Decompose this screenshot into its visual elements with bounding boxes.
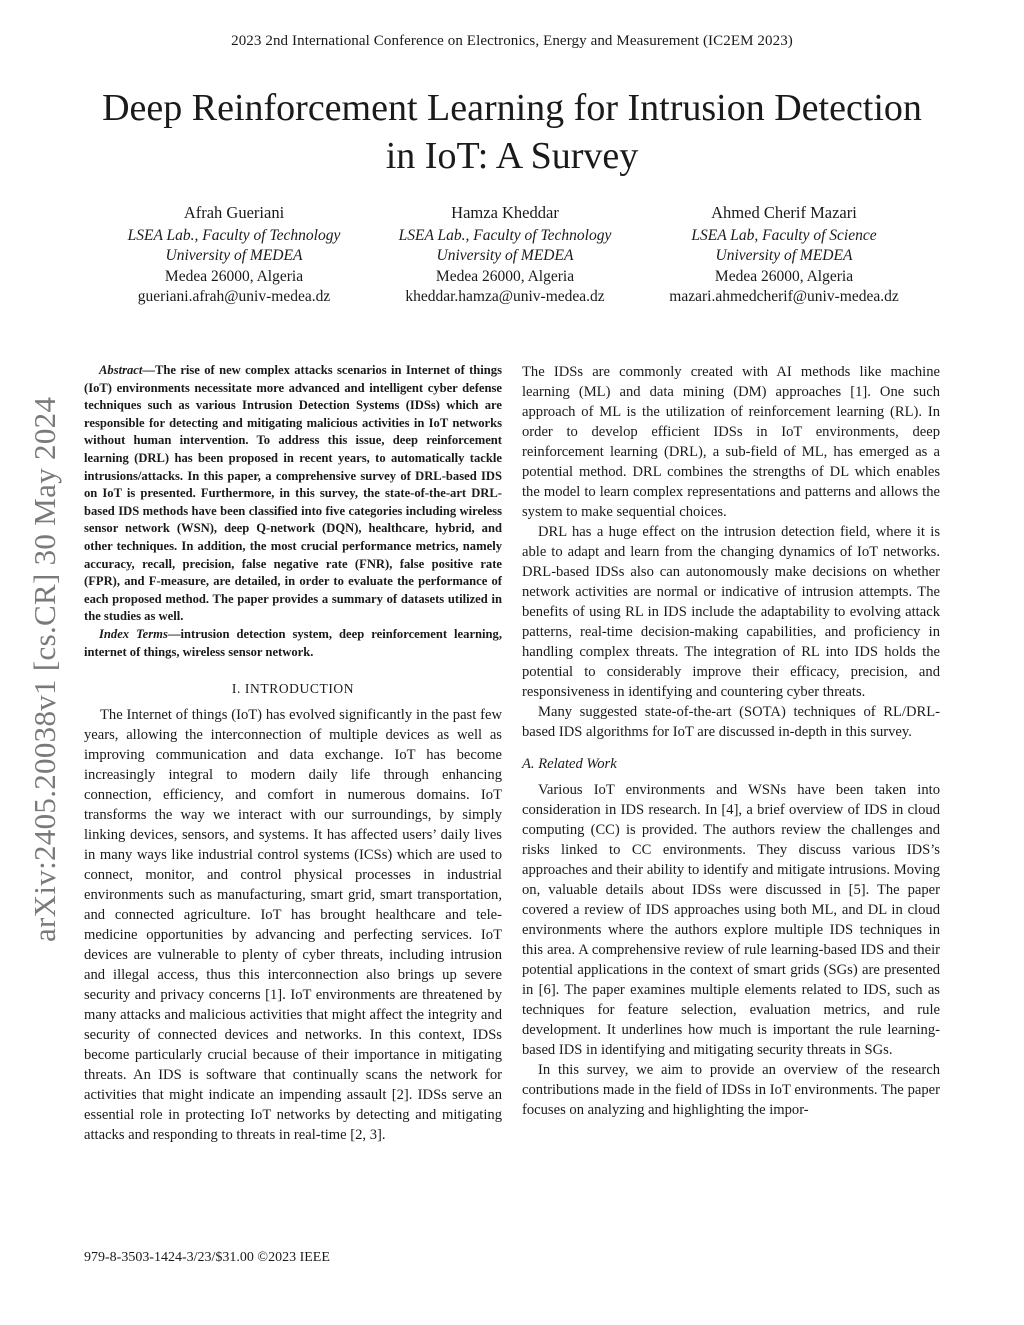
author-1: [84, 203, 384, 308]
index-terms-text: —intrusion detection system, deep reinforcement learning, internet of things, wireless sensor network.: [84, 626, 502, 659]
conference-header: 2023 2nd International Conference on Electronics, Energy and Measurement (IC2EM 2023): [231, 33, 793, 49]
paper-title: Deep Reinforcement Learning for Intrusion Detection in IoT: A Survey: [102, 87, 922, 177]
paragraph: Many suggested state-of-the-art (SOTA) techniques of RL/DRL-based IDS algorithms for IoT are discussed in-depth in this survey.: [522, 704, 940, 740]
arxiv-stamp: arXiv:2405.20038v1 [cs.CR] 30 May 2024: [27, 396, 62, 942]
index-terms: [84, 626, 502, 661]
abstract-label: Abstract: [99, 363, 143, 377]
author-address: Medea 26000, Algeria: [714, 267, 854, 285]
author-email: gueriani.afrah@univ-medea.dz: [137, 288, 331, 305]
abstract: [84, 362, 502, 626]
right-column: [522, 362, 940, 1120]
author-affiliation: LSEA Lab, Faculty of Science: [691, 226, 877, 244]
paragraph: In this survey, we aim to provide an overview of the research contributions made in the field of IDSs in IoT environments. The paper focuses on analyzing and highlighting the impor-: [522, 1062, 940, 1118]
paragraph: The Internet of things (IoT) has evolved significantly in the past few years, allowing the interconnection of multiple devices as well as improving communication and data exchange. IoT has become increasingly integral to modern daily life through enhancing connection, efficiency, and comfort in numerous domains. IoT transforms the way we interact with our surroundings, by simply linking devices, sensors, and systems. It has affected users’ daily lives in many ways like industrial control systems (ICSs) which are used to connect, monitor, and control physical processes in industrial environments such as manufacturing, smart grid, smart transportation, and connected agriculture. IoT has brought healthcare and tele-medicine opportunities by advancing and perfecting services. IoT devices are vulnerable to plenty of cyber threats, including intrusion and illegal access, thus this interconnection also brings up severe security and privacy concerns [1]. IoT environments are threatened by many attacks and malicious activities that might affect the integrity and security of connected devices and networks. In this context, IDSs become particularly crucial because of their importance in mitigating threats. An IDS is software that continually scans the network for activities that might indicate an impending assault [2]. IDSs serve an essential role in protecting IoT networks by detecting and mitigating attacks and responding to threats in real-time [2, 3].: [84, 707, 502, 1144]
author-name: Afrah Gueriani: [183, 203, 285, 222]
section-heading-introduction: I. INTRODUCTION: [231, 681, 355, 697]
author-2: [355, 203, 655, 308]
author-address: Medea 26000, Algeria: [164, 267, 304, 285]
abstract-text: —The rise of new complex attacks scenarios in Internet of things (IoT) environments necessitate more advanced and intelligent cyber defense techniques such as various Intrusion Detection Systems (IDSs) which are responsible for detecting and mitigating malicious activities in IoT networks without human intervention. To address this issue, deep reinforcement learning (DRL) has been proposed in recent years, to automatically tackle intrusions/attacks. In this paper, a comprehensive survey of DRL-based IDS on IoT is presented. Furthermore, in this survey, the state-of-the-art DRL-based IDS methods have been classified into five categories including wireless sensor network (WSN), deep Q-network (DQN), healthcare, hybrid, and other techniques. In addition, the most crucial performance metrics, namely accuracy, recall, precision, false negative rate (FNR), false positive rate (FPR), and F-measure, are detailed, in order to evaluate the performance of each proposed method. The paper provides a summary of datasets utilized in the studies as well.: [84, 363, 502, 624]
author-block: [0, 203, 1024, 313]
left-column: [84, 362, 502, 1145]
author-email: mazari.ahmedcherif@univ-medea.dz: [669, 288, 899, 305]
index-terms-label: Index Terms: [99, 626, 168, 641]
author-address: Medea 26000, Algeria: [435, 267, 575, 285]
author-3: [634, 203, 934, 308]
subsection-heading-related-work: A. Related Work: [522, 756, 617, 772]
author-name: Hamza Kheddar: [451, 203, 559, 222]
paragraph: Various IoT environments and WSNs have been taken into consideration in IDS research. In [4], a brief overview of IDS in cloud computing (CC) is provided. The authors review the challenges and risks linked to CC environments. They discuss various IDS’s approaches and their ability to identify and mitigate intrusions. Moving on, valuable details about IDSs were discussed in [5]. The paper covered a review of IDS approaches using both ML, and DL in cloud environments where the authors explore multiple IDS techniques in this area. A comprehensive review of rule learning-based IDS and their potential applications in the context of smart grids (SGs) are presented in [6]. The paper examines multiple elements related to IDS, such as techniques for feature selection, evaluation metrics, and rule development. It underlines how much is important the rule learning-based IDS in identifying and mitigating security threats in SGs.: [522, 782, 940, 1058]
author-university: University of MEDEA: [436, 247, 574, 264]
author-affiliation: LSEA Lab., Faculty of Technology: [398, 226, 612, 244]
author-email: kheddar.hamza@univ-medea.dz: [405, 288, 605, 305]
copyright-footer: 979-8-3503-1424-3/23/$31.00 ©2023 IEEE: [84, 1250, 330, 1265]
author-affiliation: LSEA Lab., Faculty of Technology: [127, 226, 341, 244]
paragraph: DRL has a huge effect on the intrusion detection field, where it is able to adapt and learn from the changing dynamics of IoT networks. DRL-based IDSs also can autonomously make decisions on whether network activities are normal or indicative of intrusion attempts. The benefits of using RL in IDS include the adaptability to evolving attack patterns, real-time decision-making capabilities, and proficiency in handling complex threats. The integration of RL into IDS holds the potential to considerably improve their efficacy, precision, and responsiveness in identifying and countering cyber threats.: [522, 524, 940, 700]
paragraph: The IDSs are commonly created with AI methods like machine learning (ML) and data mining (DM) approaches [1]. One such approach of ML is the utilization of reinforcement learning (RL). In order to develop efficient IDSs in IoT environments, deep reinforcement learning (DRL), a sub-field of ML, has emerged as a potential method. DRL combines the strengths of DL which enables the model to learn complex representations and patterns and allows the system to make sequential choices.: [522, 364, 940, 520]
author-university: University of MEDEA: [165, 247, 303, 264]
author-university: University of MEDEA: [715, 247, 853, 264]
author-name: Ahmed Cherif Mazari: [711, 203, 857, 222]
